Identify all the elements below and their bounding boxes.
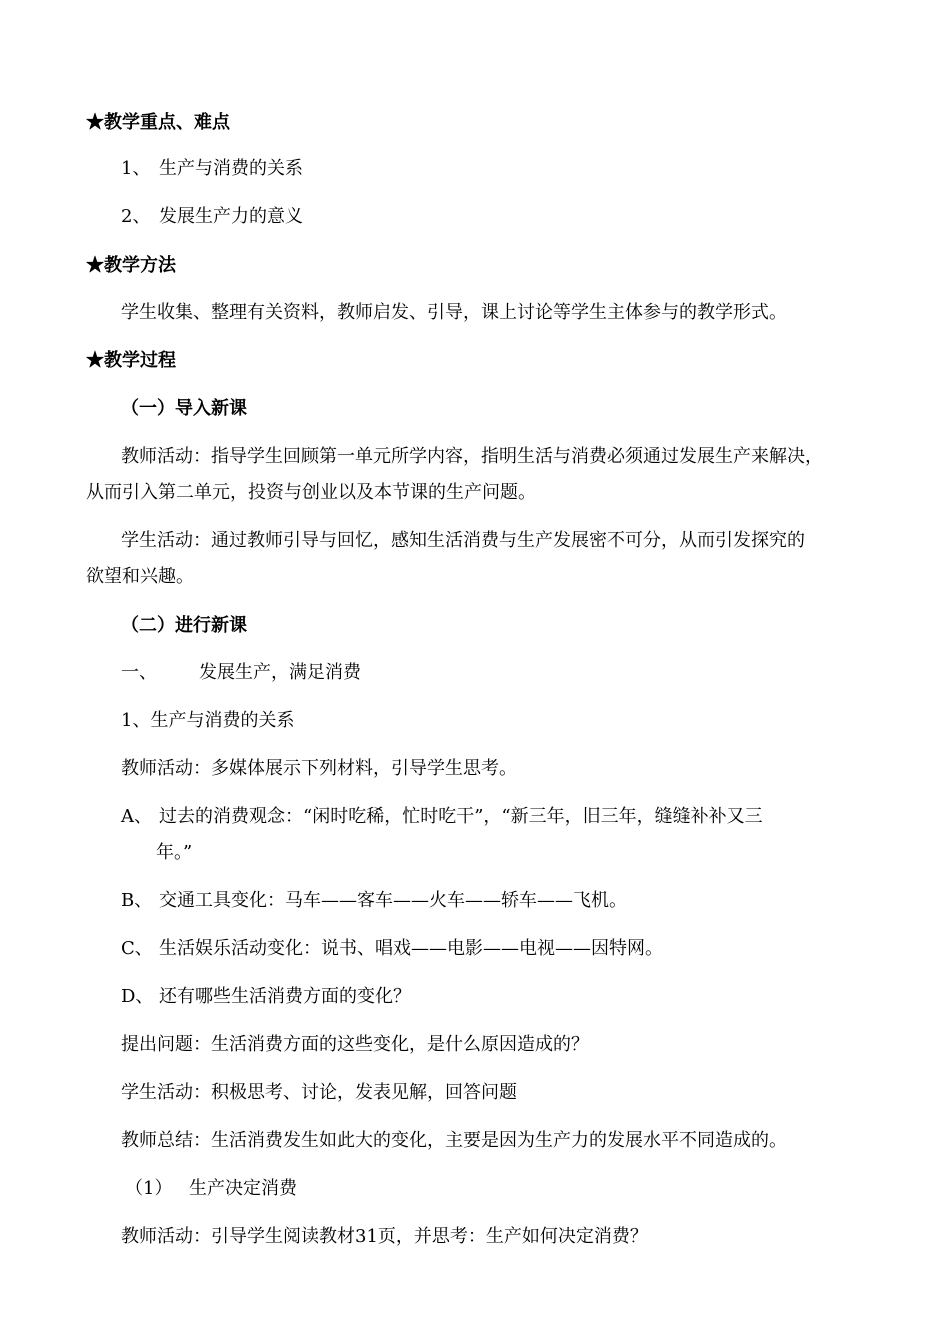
material-text: 还有哪些生活消费方面的变化？ <box>159 986 411 1007</box>
heading-key-points: ★教学重点、难点 <box>86 112 230 133</box>
subsection-heading <box>121 661 361 685</box>
key-point-item-1 <box>121 157 303 181</box>
point1-title: 1、生产与消费的关系 <box>121 710 295 731</box>
teacher-guide-text: 教师活动：引导学生阅读教材31页，并思考：生产如何决定消费？ <box>121 1226 648 1247</box>
material-label: A、 <box>121 806 152 827</box>
sub1-heading <box>125 1177 297 1201</box>
material-a <box>121 805 763 829</box>
material-text: 生活娱乐活动变化：说书、唱戏——电影——电视——因特网。 <box>159 938 663 959</box>
sub1-number: （1） <box>125 1178 173 1199</box>
material-label: C、 <box>121 938 153 959</box>
material-c <box>121 937 663 961</box>
heading-methods: ★教学方法 <box>86 255 176 276</box>
material-text: 过去的消费观念：“闲时吃稀，忙时吃干”，“新三年，旧三年，缝缝补补又三 <box>159 806 763 827</box>
material-label: B、 <box>121 890 153 911</box>
key-point-number: 2、 <box>121 206 151 227</box>
key-point-item-2 <box>121 205 303 229</box>
part1-title: （一）导入新课 <box>121 398 247 419</box>
part1-student-line1: 学生活动：通过教师引导与回忆，感知生活消费与生产发展密不可分，从而引发探究的 <box>121 530 805 551</box>
heading-process: ★教学过程 <box>86 350 176 371</box>
sub1-title: 生产决定消费 <box>189 1178 297 1199</box>
material-label: D、 <box>121 986 154 1007</box>
question-text: 提出问题：生活消费方面的这些变化，是什么原因造成的？ <box>121 1034 589 1055</box>
material-b <box>121 889 627 913</box>
material-a-line2: 年。” <box>156 842 193 863</box>
part1-teacher-line2: 从而引入第二单元，投资与创业以及本节课的生产问题。 <box>86 482 536 503</box>
material-d <box>121 985 411 1009</box>
material-text: 交通工具变化：马车——客车——火车——轿车——飞机。 <box>159 890 627 911</box>
key-point-text: 发展生产力的意义 <box>159 206 303 227</box>
key-point-text: 生产与消费的关系 <box>159 158 303 179</box>
part2-title: （二）进行新课 <box>121 615 247 636</box>
part1-student-line2: 欲望和兴趣。 <box>86 566 194 587</box>
teacher-summary-text: 教师总结：生活消费发生如此大的变化，主要是因为生产力的发展水平不同造成的。 <box>121 1130 787 1151</box>
subsection-number: 一、 <box>121 662 157 683</box>
student-activity-text: 学生活动：积极思考、讨论，发表见解，回答问题 <box>121 1082 517 1103</box>
subsection-title: 发展生产，满足消费 <box>199 662 361 683</box>
part1-teacher-line1: 教师活动：指导学生回顾第一单元所学内容，指明生活与消费必须通过发展生产来解决， <box>121 446 823 467</box>
key-point-number: 1、 <box>121 158 151 179</box>
methods-text: 学生收集、整理有关资料，教师启发、引导，课上讨论等学生主体参与的教学形式。 <box>121 302 787 323</box>
teacher-intro: 教师活动：多媒体展示下列材料，引导学生思考。 <box>121 758 517 779</box>
